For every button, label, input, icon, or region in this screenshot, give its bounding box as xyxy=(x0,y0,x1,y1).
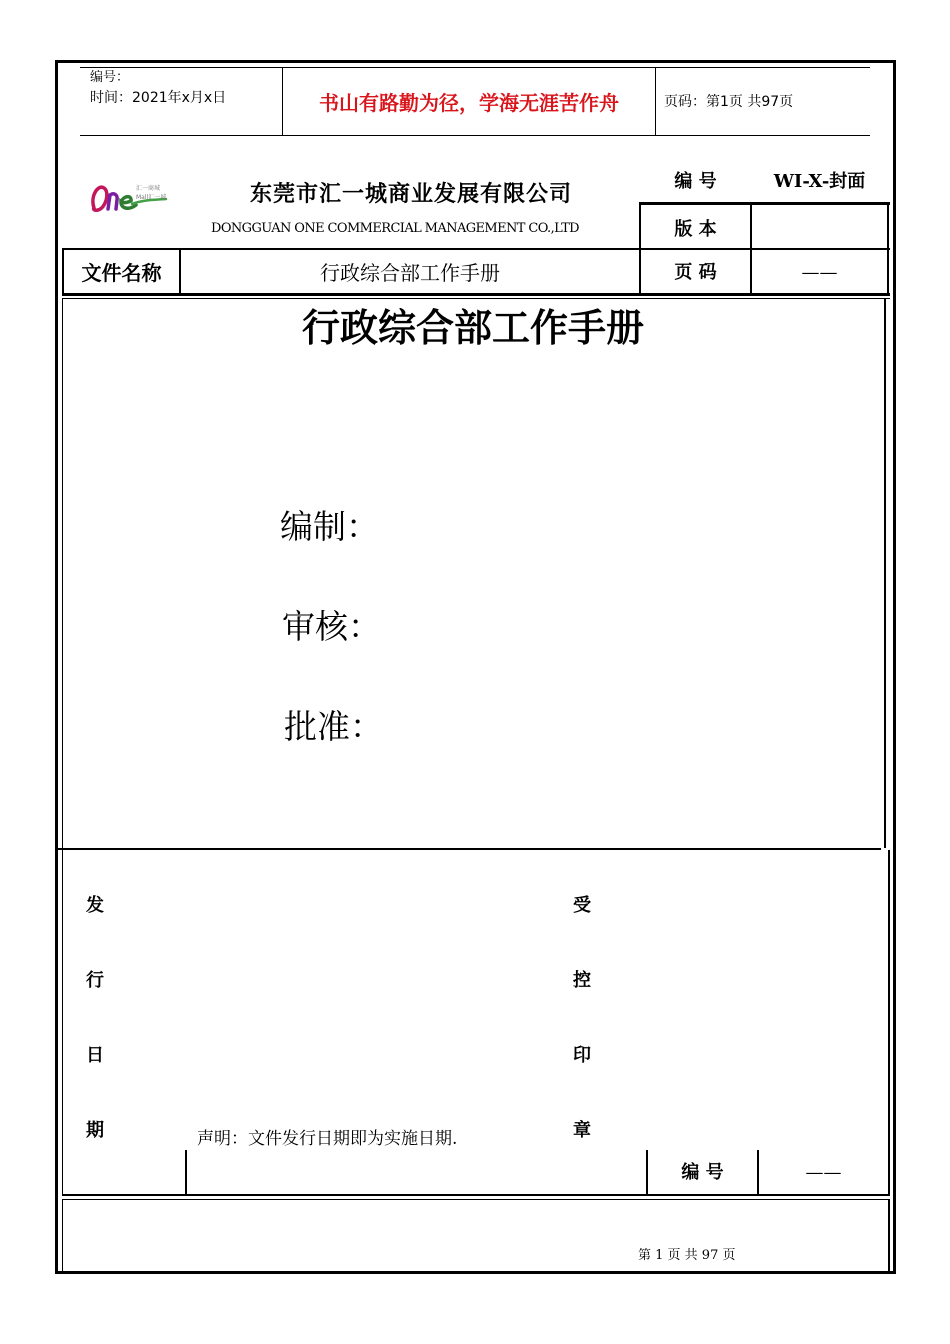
bottom-left-border xyxy=(62,848,63,1196)
main-body-right xyxy=(884,298,886,848)
control-stamp-char: 控 xyxy=(573,970,591,991)
control-stamp-char: 受 xyxy=(573,895,591,916)
page-info: 页码：第1页 共97页 xyxy=(664,94,794,110)
issue-date-char: 行 xyxy=(86,970,104,991)
control-stamp-char: 印 xyxy=(573,1045,591,1066)
motto: 书山有路勤为径，学海无涯苦作舟 xyxy=(319,91,619,115)
page-label: 页 码 xyxy=(674,262,717,283)
main-title: 行政综合部工作手册 xyxy=(301,306,644,350)
issue-date-char: 发 xyxy=(86,895,104,916)
footer-right-border xyxy=(888,1199,890,1271)
company-name-cn: 东莞市汇一城商业发展有限公司 xyxy=(249,182,572,207)
logo-small-bottom: Mall汇一城 xyxy=(136,194,167,201)
company-name-en: DONGGUAN ONE COMMERCIAL MANAGEMENT CO.,LTD xyxy=(211,221,579,236)
outer-frame-left xyxy=(55,60,58,1274)
approved-by-label: 批准： xyxy=(284,707,383,746)
issue-date-char: 日 xyxy=(86,1045,104,1066)
time-label: 时间：2021年x月x日 xyxy=(90,90,227,106)
bottom-right-border xyxy=(888,850,890,1196)
control-stamp-char: 章 xyxy=(573,1120,591,1141)
outer-frame-right xyxy=(893,60,896,1274)
bottom-number-label: 编 号 xyxy=(681,1162,724,1183)
footer-page-text: 第 1 页 共 97 页 xyxy=(638,1248,736,1263)
number-value: WI-X-封面 xyxy=(773,171,866,192)
bottom-number-value: —— xyxy=(805,1162,842,1183)
bottom-divider xyxy=(58,848,881,850)
reviewed-by-label: 审核： xyxy=(282,607,381,646)
main-body-left xyxy=(62,298,63,848)
footer-left-border xyxy=(62,1199,63,1271)
outer-frame-top xyxy=(55,60,896,63)
file-name-label: 文件名称 xyxy=(81,261,162,285)
version-label: 版 本 xyxy=(674,219,717,240)
statement: 声明：文件发行日期即为实施日期. xyxy=(197,1129,458,1149)
file-name-value: 行政综合部工作手册 xyxy=(320,261,500,285)
company-logo xyxy=(88,178,174,218)
number-label: 编 号 xyxy=(674,171,717,192)
issue-date-char: 期 xyxy=(86,1120,104,1141)
compiled-by-label: 编制： xyxy=(280,507,379,546)
doc-number-label: 编号： xyxy=(90,70,130,85)
outer-frame-bottom xyxy=(55,1271,896,1274)
page-value: —— xyxy=(801,262,838,283)
logo-small-top: 汇一商城 xyxy=(136,185,161,192)
